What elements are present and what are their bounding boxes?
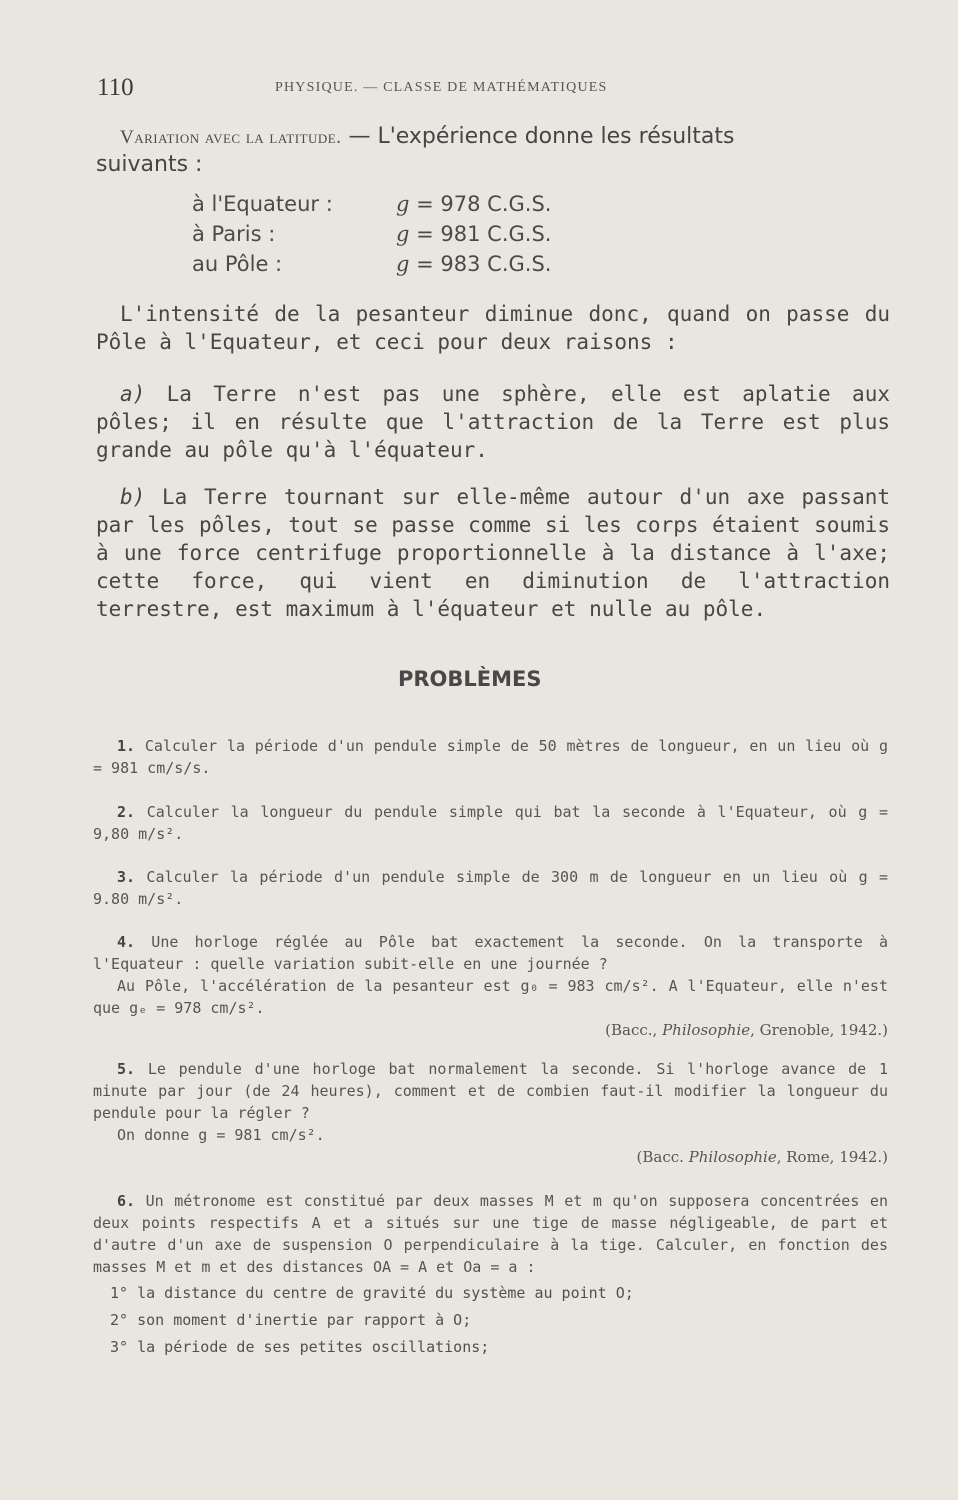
problem-text: Le pendule d'une horloge bat normalement la seconde. Si l'horloge avance de 1 minute par jour (de 24 heures), comment et de combien faut-il modifier la longueur du pendule pour la régler ? xyxy=(93,1060,888,1122)
problem-1 xyxy=(93,735,888,779)
reason-a-paragraph xyxy=(96,380,890,464)
source-title: Philosophie xyxy=(662,1021,751,1039)
problem-data: Au Pôle, l'accélération de la pesanteur est g₀ = 983 cm/s². A l'Equateur, elle n'est que gₑ = 978 cm/s². xyxy=(93,977,888,1017)
running-head: PHYSIQUE. — CLASSE DE MATHÉMATIQUES xyxy=(275,80,608,95)
reason-b-label: b) xyxy=(120,485,146,509)
problem-text: Calculer la période d'un pendule simple de 50 mètres de longueur, en un lieu où g = 981 cm/s/s. xyxy=(93,737,888,777)
problem-number: 1. xyxy=(117,737,136,755)
source-title: Philosophie xyxy=(688,1148,777,1166)
gravity-place: à l'Equateur : xyxy=(192,192,333,216)
section-heading-text: — L'expérience donne les résultats xyxy=(341,124,735,149)
gravity-value-text: = 981 C.G.S. xyxy=(416,222,552,246)
problem-number: 4. xyxy=(117,933,136,951)
list-item: 1° la distance du centre de gravité du système au point O; xyxy=(110,1284,634,1302)
reason-a-text: La Terre n'est pas une sphère, elle est aplatie aux pôles; il en résulte que l'attraction de la Terre est plus grande au pôle qu'à l'équateur. xyxy=(96,382,890,462)
problem-number: 3. xyxy=(117,868,136,886)
source-prefix: (Bacc., xyxy=(605,1021,663,1039)
gravity-value xyxy=(396,222,551,246)
problem-number: 6. xyxy=(117,1192,136,1210)
problem-number: 5. xyxy=(117,1060,136,1078)
g-symbol: g xyxy=(396,252,410,276)
gravity-place: à Paris : xyxy=(192,222,276,246)
g-symbol: g xyxy=(396,222,410,246)
section-title: Variation avec la latitude. xyxy=(120,127,342,148)
gravity-value xyxy=(396,252,551,276)
source-suffix: , Grenoble, 1942.) xyxy=(750,1021,888,1039)
page-number: 110 xyxy=(97,74,134,101)
problem-5 xyxy=(93,1058,888,1168)
page-header xyxy=(97,74,857,104)
gravity-value-text: = 983 C.G.S. xyxy=(416,252,552,276)
problem-6-list xyxy=(93,1280,888,1361)
problem-number: 2. xyxy=(117,803,136,821)
problem-3 xyxy=(93,866,888,910)
problem-text: Une horloge réglée au Pôle bat exactement la seconde. On la transporte à l'Equateur : quelle variation subit-elle en une journée ? xyxy=(93,933,888,973)
list-item: 3° la période de ses petites oscillations; xyxy=(110,1338,490,1356)
problem-4 xyxy=(93,931,888,1041)
intro-paragraph: L'intensité de la pesanteur diminue donc, quand on passe du Pôle à l'Equateur, et ceci pour deux raisons : xyxy=(96,302,890,354)
source-prefix: (Bacc. xyxy=(636,1148,689,1166)
reason-b-text: La Terre tournant sur elle-même autour d'un axe passant par les pôles, tout se passe comme si les corps étaient soumis à une force centrifuge proportionnelle à la distance à l'axe; cette force, qui vient en diminution de l'attraction terrestre, est maximum à l'équateur et nulle au pôle. xyxy=(96,485,890,621)
section-heading-continuation: suivants : xyxy=(96,152,203,177)
gravity-value-text: = 978 C.G.S. xyxy=(416,192,552,216)
section-heading xyxy=(120,122,890,153)
problem-2 xyxy=(93,801,888,845)
source-suffix: , Rome, 1942.) xyxy=(776,1148,888,1166)
gravity-value xyxy=(396,192,551,216)
gravity-place: au Pôle : xyxy=(192,252,283,276)
problem-text: Calculer la période d'un pendule simple de 300 m de longueur en un lieu où g = 9.80 m/s². xyxy=(93,868,888,908)
problems-title: PROBLÈMES xyxy=(398,667,542,691)
problem-text: Calculer la longueur du pendule simple qui bat la seconde à l'Equateur, où g = 9,80 m/s². xyxy=(93,803,888,843)
reason-a-label: a) xyxy=(120,382,146,406)
g-symbol: g xyxy=(396,192,410,216)
problem-data: On donne g = 981 cm/s². xyxy=(117,1126,325,1144)
problem-source xyxy=(93,1146,888,1168)
problem-text: Un métronome est constitué par deux masses M et m qu'on supposera concentrées en deux points respectifs A et a situés sur une tige de masse négligeable, de part et d'autre d'un axe de suspension O perpendiculaire à la tige. Calculer, en fonction des masses M et m et des distances OA = A et Oa = a : xyxy=(93,1192,888,1276)
problem-6 xyxy=(93,1190,888,1361)
list-item: 2° son moment d'inertie par rapport à O; xyxy=(110,1311,472,1329)
reason-b-paragraph xyxy=(96,483,890,623)
problem-source xyxy=(93,1019,888,1041)
